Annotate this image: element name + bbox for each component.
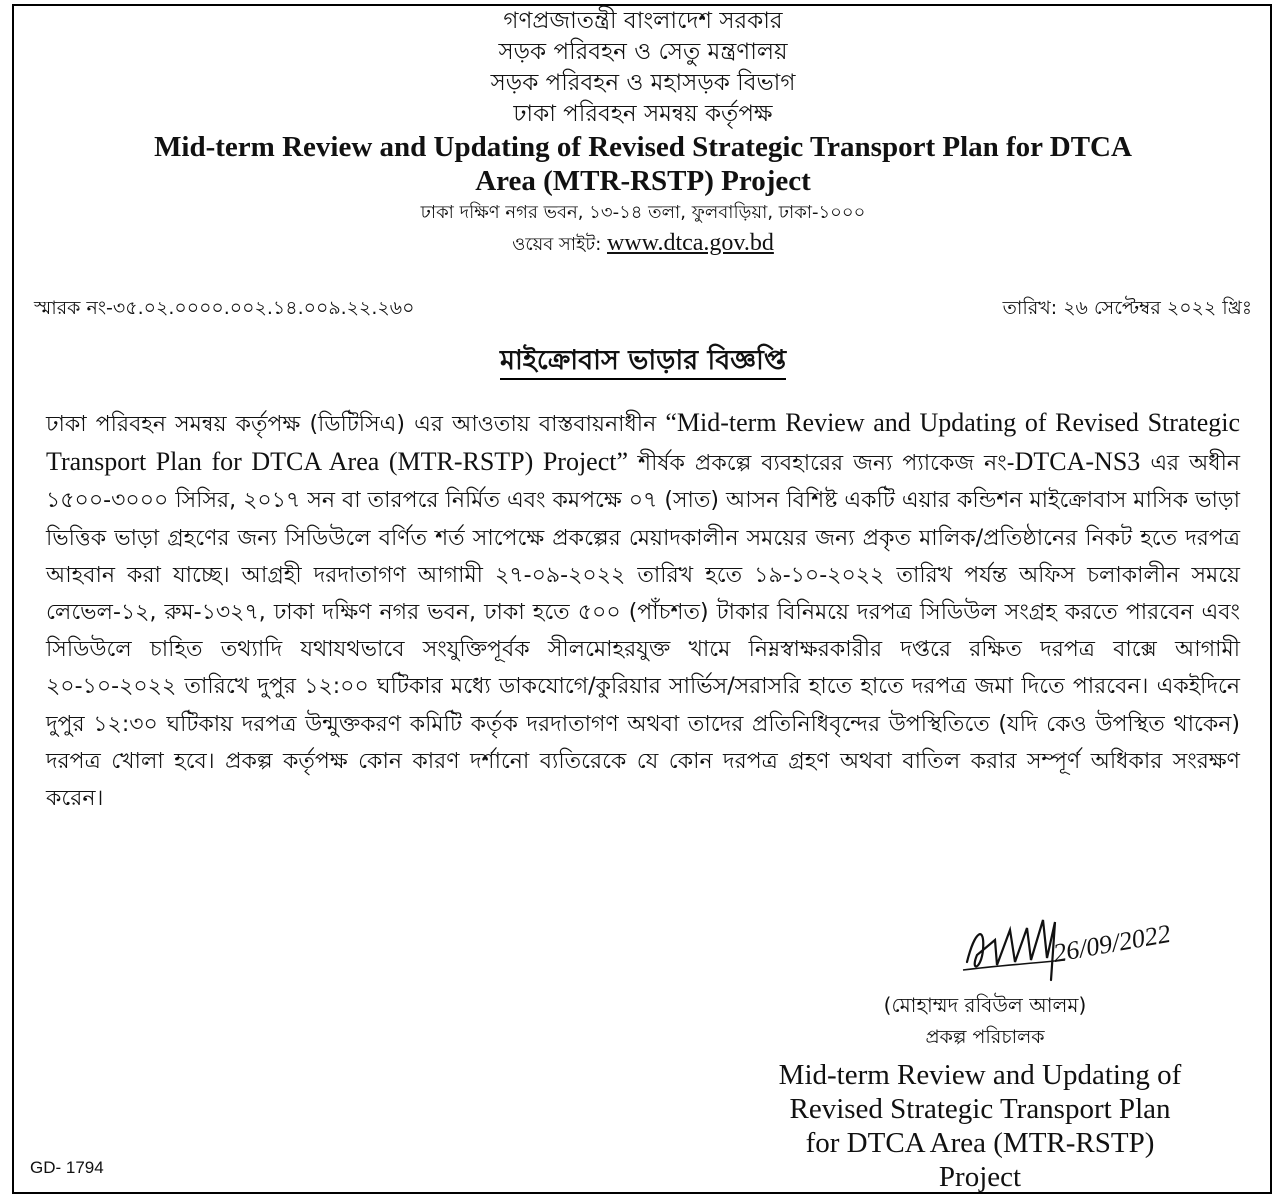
- reference-row: [34, 294, 1252, 324]
- notice-title: মাইক্রোবাস ভাড়ার বিজ্ঞপ্তি: [500, 345, 786, 380]
- body-package-intro: শীর্ষক প্রকল্পে ব্যবহারের জন্য প্যাকেজ নং-: [628, 451, 1015, 477]
- memo-number: স্মারক নং-৩৫.০২.০০০০.০০২.১৪.০০৯.২২.২৬০: [34, 297, 415, 319]
- signatory-project: [720, 1058, 1240, 1194]
- division-name: সড়ক পরিবহন ও মহাসড়ক বিভাগ: [490, 70, 796, 96]
- signatory-designation: প্রকল্প পরিচালক: [925, 1026, 1045, 1048]
- notice-heading: [0, 340, 1286, 385]
- government-name: গণপ্রজাতন্ত্রী বাংলাদেশ সরকার: [503, 8, 783, 34]
- body-package-number: DTCA-NS3: [1014, 447, 1141, 477]
- notice-date: তারিখ: ২৬ সেপ্টেম্বর ২০২২ খ্রিঃ: [1002, 297, 1252, 319]
- notice-body: [46, 404, 1240, 817]
- signatory-project-line4: Project: [938, 1161, 1022, 1193]
- ministry-name: সড়ক পরিবহন ও সেতু মন্ত্রণালয়: [498, 39, 788, 65]
- signatory-project-line3: for DTCA Area (MTR-RSTP): [805, 1127, 1155, 1159]
- gd-code: GD- 1794: [30, 1158, 104, 1177]
- authority-name: ঢাকা পরিবহন সমন্বয় কর্তৃপক্ষ: [513, 101, 773, 127]
- signature-image: [955, 900, 1195, 995]
- website-label: ওয়েব সাইট:: [512, 234, 602, 255]
- website-line: [0, 228, 1286, 260]
- project-title-line2: Area (MTR-RSTP) Project: [475, 165, 811, 197]
- website-link[interactable]: www.dtca.gov.bd: [607, 230, 774, 256]
- body-project-name: “Mid-term Review and Updating of Revised Strategic Transport Plan for DTCA Area (MTR-RSTP) Project”: [46, 408, 1240, 477]
- signatory-name: (মোহাম্মদ রবিউল আলম): [883, 993, 1087, 1017]
- body-intro: ঢাকা পরিবহন সমন্বয় কর্তৃপক্ষ (ডিটিসিএ) এর আওতায় বাস্তবায়নাধীন: [46, 412, 666, 437]
- project-title-line1: Mid-term Review and Updating of Revised Strategic Transport Plan for DTCA: [154, 131, 1132, 163]
- signature-date: 26/09/2022: [1051, 918, 1173, 968]
- office-address: ঢাকা দক্ষিণ নগর ভবন, ১৩-১৪ তলা, ফুলবাড়িয়া, ঢাকা-১০০০: [420, 202, 866, 223]
- body-details: এর অধীন ১৫০০-৩০০০ সিসির, ২০১৭ সন বা তারপরে নির্মিত এবং কমপক্ষে ০৭ (সাত) আসন বিশিষ্ট একটি এয়ার কন্ডিশন মাইক্রোবাস মাসিক ভাড়া ভিত্তিক ভাড়া গ্রহণের জন্য সিডিউলে বর্ণিত শর্ত সাপেক্ষে প্রকল্পের মেয়াদকালীন সময়ের জন্য প্রকৃত মালিক/প্রতিষ্ঠানের নিকট হতে দরপত্র আহবান করা যাচ্ছে। আগ্রহী দরদাতাগণ আগামী ২৭-০৯-২০২২ তারিখ হতে ১৯-১০-২০২২ তারিখ পর্যন্ত অফিস চলাকালীন সময়ে লেভেল-১২, রুম-১৩২৭, ঢাকা দক্ষিণ নগর ভবন, ঢাকা হতে ৫০০ (পাঁচশত) টাকার বিনিময়ে দরপত্র সিডিউল সংগ্রহ করতে পারবেন এবং সিডিউলে চাহিত তথ্যাদি যথাযথভাবে সংযুক্তিপূর্বক সীলমোহরযুক্ত খামে নিম্নস্বাক্ষরকারীর দপ্তরে রক্ষিত দরপত্র বাক্সে আগামী ২০-১০-২০২২ তারিখে দুপুর ১২:০০ ঘটিকার মধ্যে ডাকযোগে/কুরিয়ার সার্ভিস/সরাসরি হাতে হাতে দরপত্র জমা দিতে পারবেন। একইদিনে দুপুর ১২:৩০ ঘটিকায় দরপত্র উন্মুক্তকরণ কমিটি কর্তৃক দরদাতাগণ অথবা তাদের প্রতিনিধিবৃন্দের উপস্থিতিতে (যদি কেও উপস্থিত থাকেন) দরপত্র খোলা হবে। প্রকল্প কর্তৃপক্ষ কোন কারণ দর্শানো ব্যতিরেকে যে কোন দরপত্র গ্রহণ অথবা বাতিল করার সম্পূর্ণ অধিকার সংরক্ষণ করেন।: [46, 451, 1240, 812]
- letterhead: [0, 6, 1286, 260]
- signatory-project-line2: Revised Strategic Transport Plan: [789, 1093, 1171, 1125]
- signatory-project-line1: Mid-term Review and Updating of: [778, 1059, 1182, 1091]
